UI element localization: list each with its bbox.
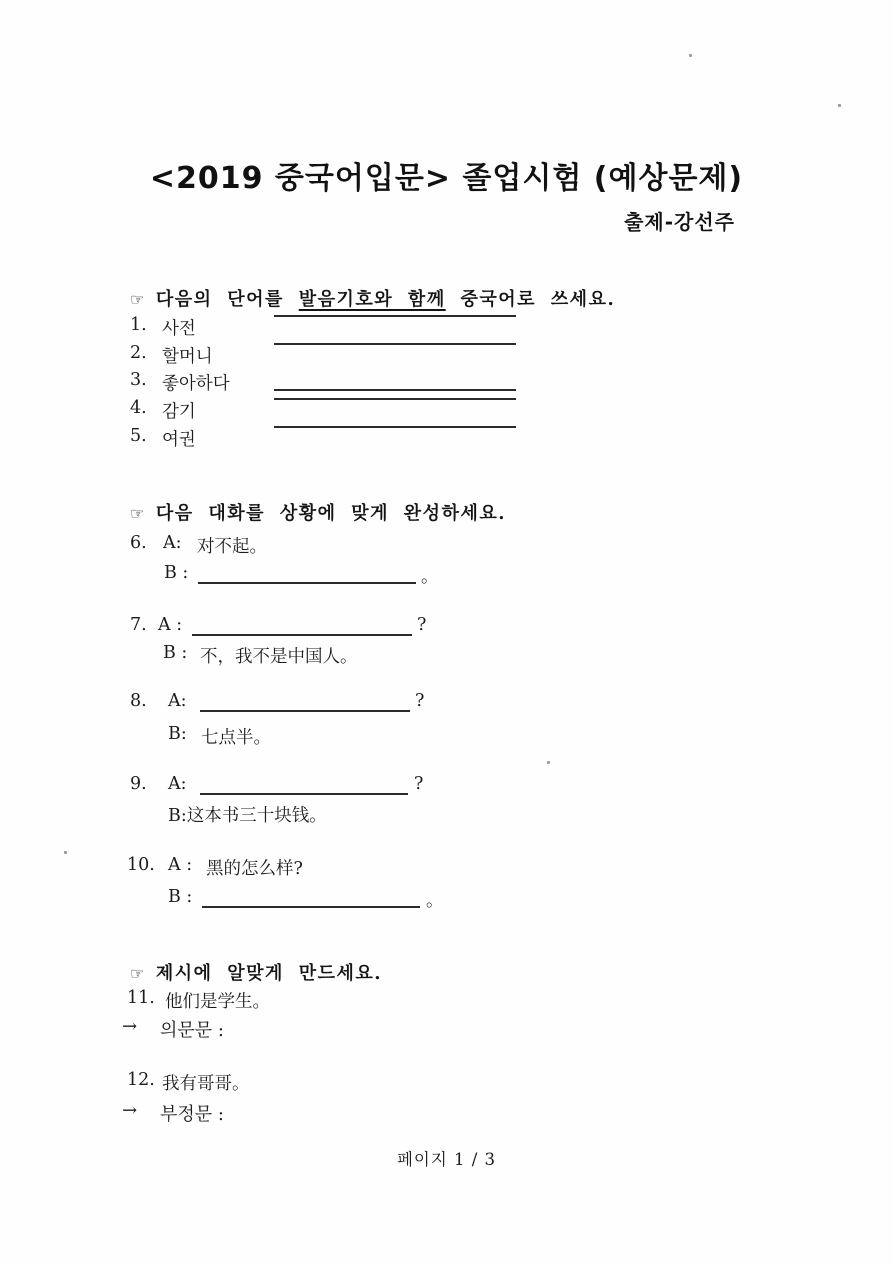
scan-speck [64, 851, 67, 854]
section3-heading-text: 제시에 알맞게 만드세요. [155, 963, 383, 984]
question-number: 8. [130, 691, 147, 711]
dialog-text: 黑的怎么样? [206, 859, 303, 879]
answer-blank [274, 315, 516, 317]
answer-blank [202, 906, 420, 908]
question-number: 10. [127, 855, 155, 875]
item-number: 5. [130, 426, 147, 446]
trailing-punct: 。 [426, 891, 444, 911]
answer-blank [200, 793, 408, 795]
section1-heading [130, 285, 615, 311]
item-number: 1. [130, 315, 147, 335]
item-word: 좋아하다 [162, 374, 230, 394]
question-number: 9. [130, 774, 147, 794]
section1-heading-pre: 다음의 단어를 [155, 289, 299, 310]
q10-line-b [0, 887, 893, 913]
q9-line-a [0, 774, 893, 800]
q10-line-a [0, 855, 893, 881]
item-number: 3. [130, 370, 147, 390]
q9-line-b [0, 802, 893, 828]
item-number: 2. [130, 343, 147, 363]
trailing-punct: 。 [421, 567, 439, 587]
q11-task [0, 1016, 893, 1042]
answer-blank [274, 343, 516, 345]
vocab-item-2 [0, 343, 893, 369]
vocab-item-5 [0, 426, 893, 452]
speaker-label: B : [164, 563, 189, 583]
item-number: 4. [130, 398, 147, 418]
answer-blank [274, 398, 516, 400]
q12-sentence [0, 1070, 893, 1096]
speaker-label: B: [168, 724, 187, 744]
speaker-label: A: [168, 774, 187, 794]
scan-speck [689, 54, 692, 57]
answer-blank [192, 634, 412, 636]
q7-line-b [0, 643, 893, 669]
section1-heading-underlined: 발음기호와 함께 [298, 289, 446, 310]
speaker-label: A : [168, 855, 193, 875]
pointing-hand-icon: ☞ [130, 504, 146, 523]
task-label: 의문문 : [160, 1020, 224, 1041]
pointing-hand-icon: ☞ [130, 290, 146, 309]
task-label: 부정문 : [160, 1104, 224, 1125]
vocab-item-1 [0, 315, 893, 341]
page-number: 페이지 1 / 3 [396, 1150, 497, 1169]
question-number: 7. [130, 615, 147, 635]
speaker-label: B : [163, 643, 188, 663]
section2-heading [130, 499, 506, 525]
section3-heading [130, 959, 382, 985]
speaker-label: A: [163, 533, 182, 553]
dialog-text: 七点半。 [201, 728, 271, 748]
dialog-text: 不，我不是中国人。 [200, 647, 358, 667]
vocab-item-4 [0, 398, 893, 424]
section1-heading-post: 중국어로 쓰세요. [445, 289, 616, 310]
item-word: 여권 [162, 430, 196, 450]
item-word: 할머니 [162, 347, 213, 367]
q6-line-b [0, 563, 893, 589]
answer-blank [274, 426, 516, 428]
item-word: 감기 [162, 402, 196, 422]
item-word: 사전 [162, 319, 196, 339]
q6-line-a [0, 533, 893, 559]
speaker-label: A : [158, 615, 183, 635]
speaker-label: A: [168, 691, 187, 711]
scan-speck [838, 104, 841, 107]
q7-line-a [0, 615, 893, 641]
q11-sentence [0, 988, 893, 1014]
page-title: <2019 중국어입문> 졸업시험 (예상문제) [149, 161, 744, 196]
answer-blank [200, 710, 410, 712]
exam-author: 출제-강선주 [624, 210, 735, 234]
sentence-text: 我有哥哥。 [162, 1074, 250, 1094]
q12-task [0, 1100, 893, 1126]
arrow-icon: → [122, 1016, 138, 1037]
dialog-text: B:这本书三十块钱。 [168, 806, 327, 826]
trailing-punct: ? [417, 615, 427, 635]
scan-speck [547, 761, 550, 764]
question-number: 11. [127, 988, 155, 1008]
pointing-hand-icon: ☞ [130, 964, 146, 983]
trailing-punct: ? [414, 774, 424, 794]
trailing-punct: ? [415, 691, 425, 711]
answer-blank [198, 582, 416, 584]
dialog-text: 对不起。 [197, 537, 267, 557]
answer-blank [274, 389, 516, 391]
sentence-text: 他们是学生。 [165, 992, 270, 1012]
arrow-icon: → [122, 1100, 138, 1121]
q8-line-a [0, 691, 893, 717]
question-number: 6. [130, 533, 147, 553]
q8-line-b [0, 724, 893, 750]
section2-heading-text: 다음 대화를 상황에 맞게 완성하세요. [155, 503, 506, 524]
vocab-item-3 [0, 370, 893, 396]
question-number: 12. [127, 1070, 155, 1090]
speaker-label: B : [168, 887, 193, 907]
